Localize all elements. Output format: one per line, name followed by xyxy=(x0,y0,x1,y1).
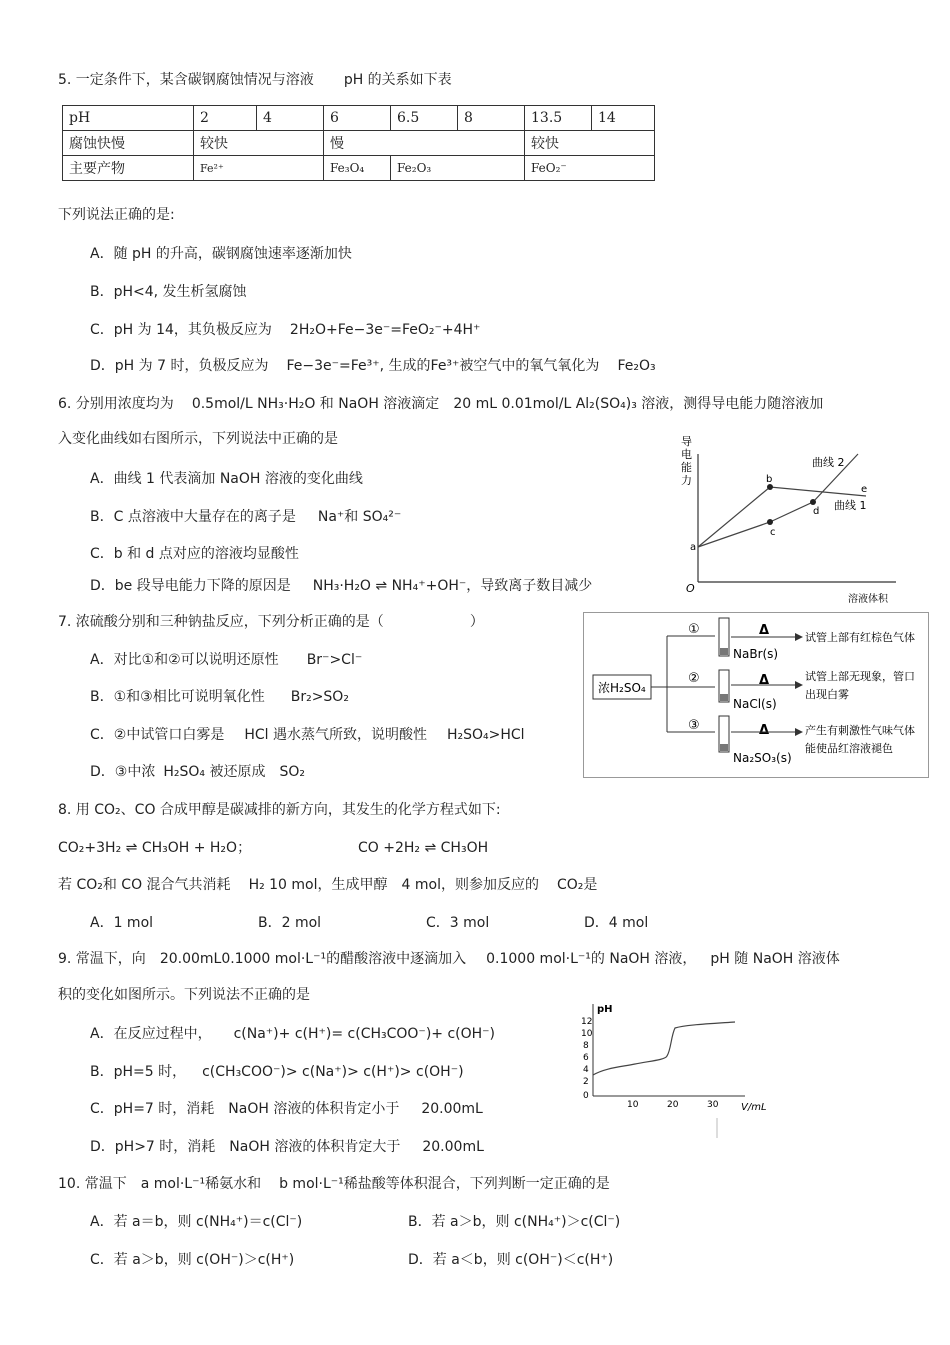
q10-option-c: C．若 a＞b，则 c(OH⁻)＞c(H⁺) xyxy=(90,1252,295,1268)
salt-3-label: Na₂SO₃(s) xyxy=(733,751,792,765)
table-cell: 较快 xyxy=(525,131,655,156)
table-cell: Fe₂O₃ xyxy=(391,156,525,181)
point-b-label: b xyxy=(766,474,773,485)
q6-option-d: D．be 段导电能力下降的原因是 NH₃·H₂O ⇌ NH₄⁺+OH⁻，导致离子数目减少 xyxy=(90,578,593,594)
y-tick-label: 8 xyxy=(583,1041,589,1051)
q8-option-b: B．2 mol xyxy=(258,915,322,931)
observation-1: 试管上部有红棕色气体 xyxy=(805,631,915,644)
table-cell: Fe²⁺ xyxy=(194,156,324,181)
branch-3-number: ③ xyxy=(688,718,700,733)
q5-stem: 5. 一定条件下，某含碳钢腐蚀情况与溶液 pH 的关系如下表 xyxy=(58,72,452,88)
table-cell: 腐蚀快慢 xyxy=(63,131,194,156)
heat-symbol-2: Δ xyxy=(759,673,770,688)
table-cell: 8 xyxy=(458,106,525,131)
q8-option-a: A．1 mol xyxy=(90,915,154,931)
salt-1-label: NaBr(s) xyxy=(733,647,779,661)
q5-prompt: 下列说法正确的是: xyxy=(58,207,175,223)
x-tick-label: 20 xyxy=(667,1100,679,1110)
q9-option-a: A．在反应过程中， c(Na⁺)+ c(H⁺)= c(CH₃COO⁻)+ c(OH⁻) xyxy=(90,1026,496,1042)
q5-table xyxy=(62,105,655,181)
q5-option-c: C．pH 为 14，其负极反应为 2H₂O+Fe−3e⁻=FeO₂⁻+4H⁺ xyxy=(90,322,481,338)
q10-option-d: D．若 a＜b，则 c(OH⁻)＜c(H⁺) xyxy=(408,1252,614,1268)
salt-2-label: NaCl(s) xyxy=(733,697,777,711)
q7-option-a: A．对比①和②可以说明还原性 Br⁻>Cl⁻ xyxy=(90,652,363,668)
heat-symbol-1: Δ xyxy=(759,623,770,638)
point-e-label: e xyxy=(861,484,868,495)
y-axis-label: pH xyxy=(597,1004,613,1015)
q5-option-d: D．pH 为 7 时，负极反应为 Fe−3e⁻=Fe³⁺, 生成的Fe³⁺被空气中的氧气氧化为 Fe₂O₃ xyxy=(90,358,656,374)
q9-titration-graph xyxy=(575,1000,770,1142)
table-cell: FeO₂⁻ xyxy=(525,156,655,181)
y-axis-label: 导电能力 xyxy=(681,435,692,487)
observation-2: 试管上部无现象，管口 xyxy=(805,670,915,683)
q9-option-d: D．pH>7 时，消耗 NaOH 溶液的体积肯定大于 20.00mL xyxy=(90,1139,484,1155)
q5-option-a: A．随 pH 的升高，碳钢腐蚀速率逐渐加快 xyxy=(90,246,352,262)
table-cell: 慢 xyxy=(324,131,525,156)
source-label: 浓H₂SO₄ xyxy=(598,681,646,695)
q9-option-b: B．pH=5 时， c(CH₃COO⁻)> c(Na⁺)> c(H⁺)> c(OH⁻) xyxy=(90,1064,464,1080)
table-cell: 14 xyxy=(592,106,655,131)
table-cell: 较快 xyxy=(194,131,324,156)
table-cell: pH xyxy=(63,106,194,131)
point-d xyxy=(810,499,816,505)
q6-option-b: B．C 点溶液中大量存在的离子是 Na⁺和 SO₄²⁻ xyxy=(90,509,402,525)
point-c xyxy=(767,519,773,525)
q9-option-c: C．pH=7 时，消耗 NaOH 溶液的体积肯定小于 20.00mL xyxy=(90,1101,483,1117)
q10-option-a: A．若 a＝b，则 c(NH₄⁺)＝c(Cl⁻) xyxy=(90,1214,303,1230)
table-cell: 6.5 xyxy=(391,106,458,131)
q8-option-c: C．3 mol xyxy=(426,915,490,931)
x-tick-label: 10 xyxy=(627,1100,639,1110)
table-cell: 主要产物 xyxy=(63,156,194,181)
q10-option-b: B．若 a＞b，则 c(NH₄⁺)＞c(Cl⁻) xyxy=(408,1214,621,1230)
branch-1-number: ① xyxy=(688,622,700,637)
q10-stem: 10. 常温下 a mol·L⁻¹稀氨水和 b mol·L⁻¹稀盐酸等体积混合，下列判断一定正确的是 xyxy=(58,1176,610,1192)
q6-option-c: C．b 和 d 点对应的溶液均显酸性 xyxy=(90,546,299,562)
table-cell: 6 xyxy=(324,106,391,131)
q6-option-a: A．曲线 1 代表滴加 NaOH 溶液的变化曲线 xyxy=(90,471,363,487)
q7-option-c: C．②中试管口白雾是 HCl 遇水蒸气所致，说明酸性 H₂SO₄>HCl xyxy=(90,727,525,743)
q9-stem-line1: 9. 常温下，向 20.00mL0.1000 mol·L⁻¹的醋酸溶液中逐滴加入 0.1000 mol·L⁻¹的 NaOH 溶液， pH 随 NaOH 溶液体 xyxy=(58,951,840,967)
curve-1-label: 曲线 1 xyxy=(834,499,867,512)
x-tick-label: 30 xyxy=(707,1100,719,1110)
q6-stem-line1: 6. 分别用浓度均为 0.5mol/L NH₃·H₂O 和 NaOH 溶液滴定 20 mL 0.01mol/L Al₂(SO₄)₃ 溶液，测得导电能力随溶液加 xyxy=(58,396,824,412)
q5-option-b: B．pH<4, 发生析氢腐蚀 xyxy=(90,284,247,300)
table-row xyxy=(63,106,655,131)
y-tick-label: 10 xyxy=(581,1029,593,1039)
q6-conductivity-graph xyxy=(678,432,900,608)
table-cell: 4 xyxy=(257,106,324,131)
q7-option-b: B．①和③相比可说明氧化性 Br₂>SO₂ xyxy=(90,689,349,705)
q9-stem-line2: 积的变化如图所示。下列说法不正确的是 xyxy=(58,987,310,1003)
point-a-label: a xyxy=(690,542,697,553)
x-axis-label: 溶液体积 xyxy=(848,594,888,604)
point-d-label: d xyxy=(813,506,820,517)
q8-equation-2: CO +2H₂ ⇌ CH₃OH xyxy=(358,840,489,856)
q8-option-d: D．4 mol xyxy=(584,915,649,931)
table-row xyxy=(63,131,655,156)
point-c-label: c xyxy=(770,527,776,538)
table-cell: 13.5 xyxy=(525,106,592,131)
observation-3: 产生有刺激性气味气体 xyxy=(805,724,915,737)
table-cell: 2 xyxy=(194,106,257,131)
x-axis-label: V/mL xyxy=(741,1102,767,1113)
branch-2-number: ② xyxy=(688,671,700,686)
table-cell: Fe₃O₄ xyxy=(324,156,391,181)
y-tick-label: 4 xyxy=(583,1065,589,1075)
y-tick-label: 6 xyxy=(583,1053,589,1063)
y-tick-label: 12 xyxy=(581,1017,593,1027)
q6-stem-line2: 入变化曲线如右图所示，下列说法中正确的是 xyxy=(58,431,338,447)
y-tick-label: 0 xyxy=(583,1091,589,1101)
table-row xyxy=(63,156,655,181)
q7-stem: 7. 浓硫酸分别和三种钠盐反应，下列分析正确的是（ ） xyxy=(58,614,484,630)
q8-question: 若 CO₂和 CO 混合气共消耗 H₂ 10 mol，生成甲醇 4 mol，则参加反应的 CO₂是 xyxy=(58,877,598,893)
curve-2-label: 曲线 2 xyxy=(812,456,845,469)
q7-reaction-diagram xyxy=(583,612,929,782)
observation-3b: 能使品红溶液褪色 xyxy=(805,742,893,755)
observation-2b: 出现白雾 xyxy=(805,688,849,701)
q7-option-d: D．③中浓 H₂SO₄ 被还原成 SO₂ xyxy=(90,764,305,780)
origin-label: O xyxy=(686,582,695,595)
heat-symbol-3: Δ xyxy=(759,723,770,738)
q8-equation-1: CO₂+3H₂ ⇌ CH₃OH + H₂O； xyxy=(58,840,252,856)
y-tick-label: 2 xyxy=(583,1077,589,1087)
q8-stem: 8. 用 CO₂、CO 合成甲醇是碳减排的新方向，其发生的化学方程式如下: xyxy=(58,802,501,818)
